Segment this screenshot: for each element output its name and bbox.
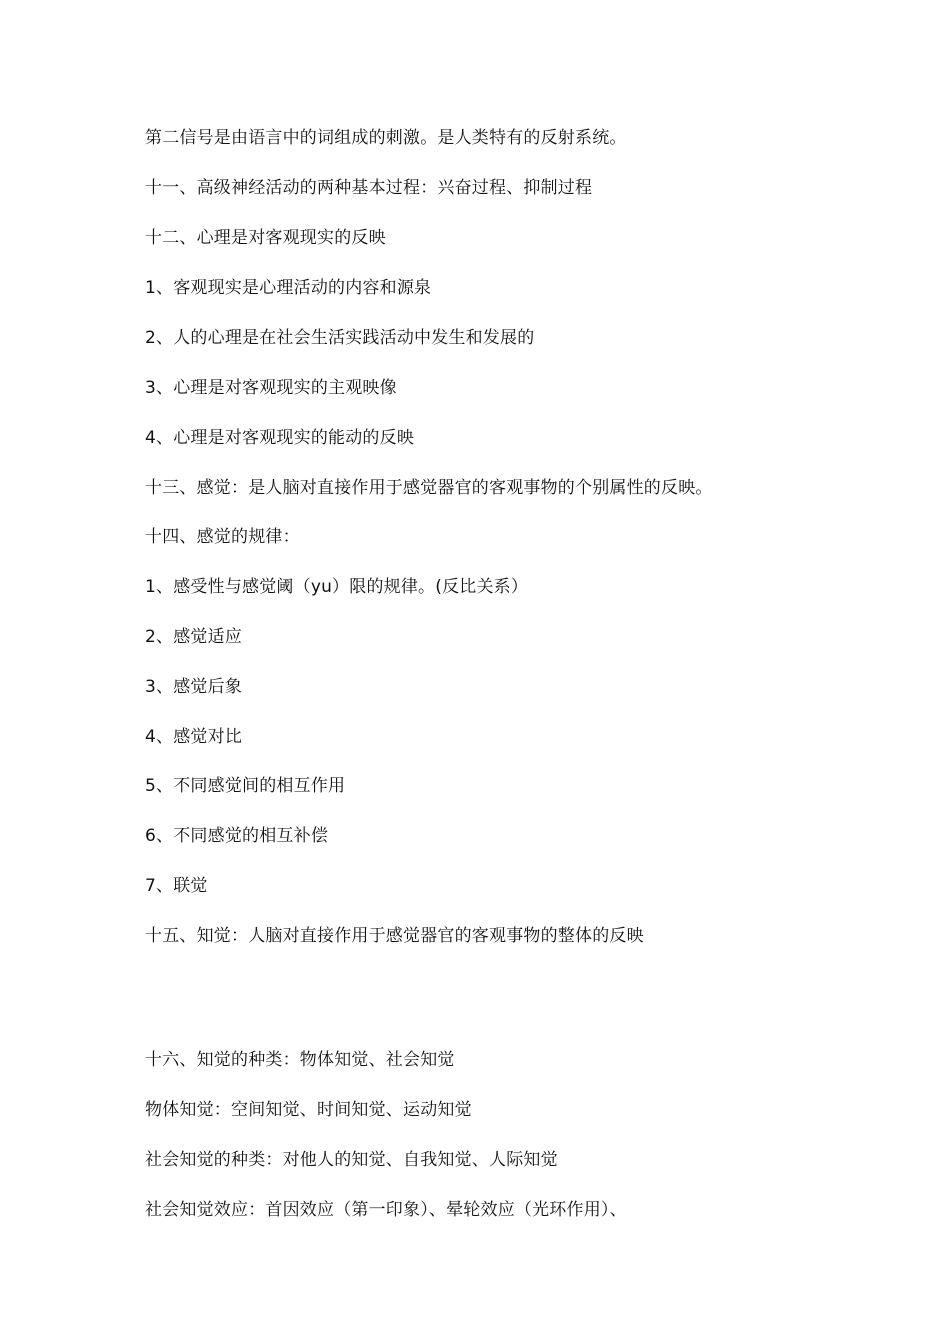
text-line: 十四、感觉的规律：: [145, 527, 300, 547]
text-line: 2、感觉适应: [145, 627, 243, 647]
text-line: 第二信号是由语言中的词组成的刺激。是人类特有的反射系统。: [145, 128, 627, 148]
text-line: 1、感受性与感觉阈（yu）限的规律。(反比关系）: [145, 577, 529, 597]
text-line: 物体知觉：空间知觉、时间知觉、运动知觉: [145, 1100, 472, 1120]
text-line: 2、人的心理是在社会生活实践活动中发生和发展的: [145, 328, 535, 348]
text-line: 社会知觉的种类：对他人的知觉、自我知觉、人际知觉: [145, 1150, 558, 1170]
text-line: 十二、心理是对客观现实的反映: [145, 228, 386, 248]
text-line: 十五、知觉：人脑对直接作用于感觉器官的客观事物的整体的反映: [145, 926, 644, 946]
text-line: 4、感觉对比: [145, 727, 243, 747]
text-line: 十三、感觉：是人脑对直接作用于感觉器官的客观事物的个别属性的反映。: [145, 478, 713, 498]
text-line: 1、客观现实是心理活动的内容和源泉: [145, 278, 432, 298]
text-line: 3、感觉后象: [145, 677, 243, 697]
text-line: 十一、高级神经活动的两种基本过程：兴奋过程、抑制过程: [145, 178, 593, 198]
text-line: 社会知觉效应：首因效应（第一印象）、晕轮效应（光环作用）、: [145, 1200, 627, 1220]
text-line: 4、心理是对客观现实的能动的反映: [145, 428, 415, 448]
text-line: 5、不同感觉间的相互作用: [145, 776, 346, 796]
text-line: 7、联觉: [145, 876, 208, 896]
text-line: 3、心理是对客观现实的主观映像: [145, 378, 397, 398]
text-line: 十六、知觉的种类：物体知觉、社会知觉: [145, 1050, 455, 1070]
text-line: 6、不同感觉的相互补偿: [145, 826, 329, 846]
